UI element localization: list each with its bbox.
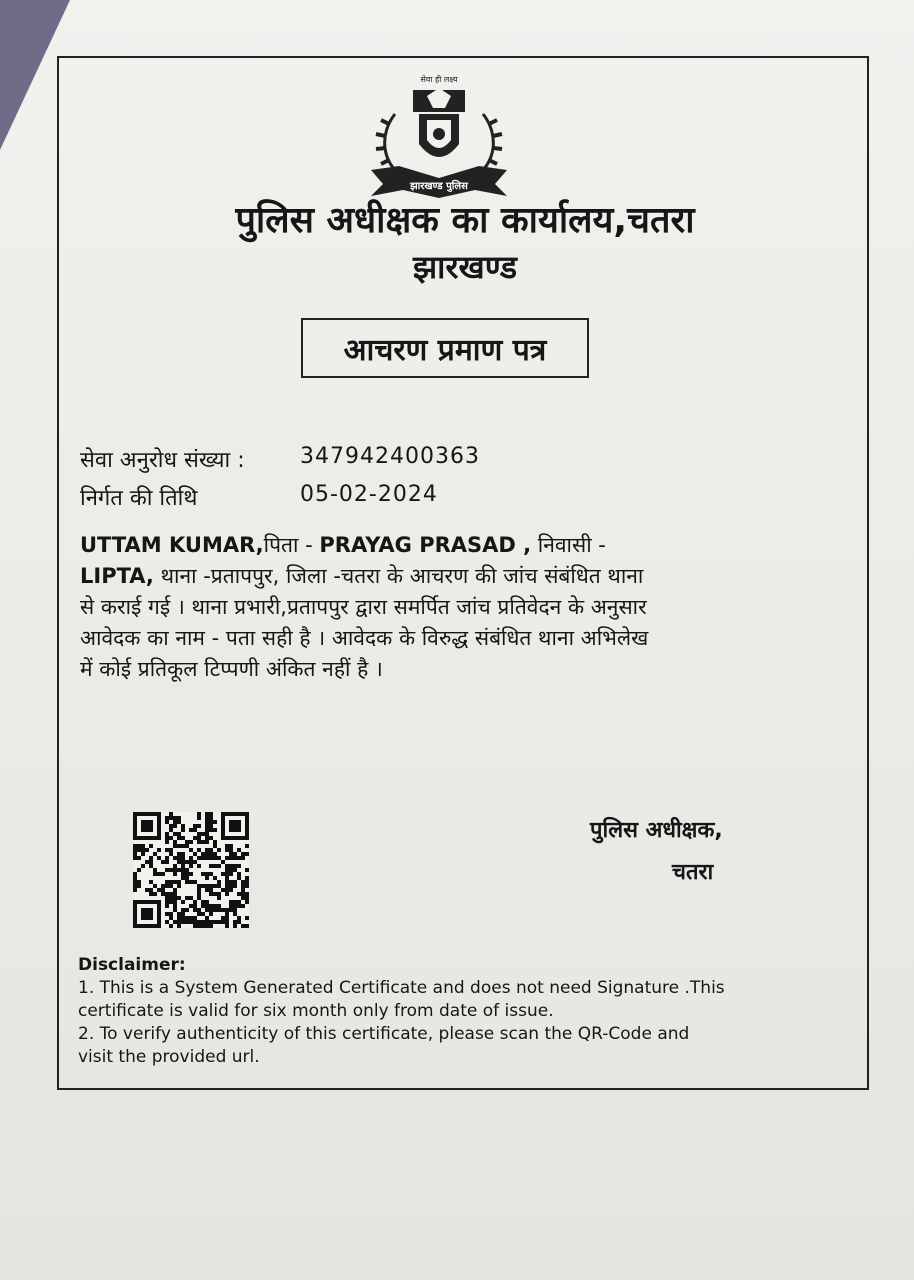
emblem-ribbon-text: झारखण्ड पुलिस (410, 181, 468, 192)
resident-label: निवासी - (531, 533, 606, 557)
body-line-2 (80, 561, 860, 592)
body-line-2-text: थाना -प्रतापपुर, जिला -चतरा के आचरण की जांच संबंधित थाना (153, 564, 644, 588)
body-line-4: आवेदक का नाम - पता सही है । आवेदक के विरुद्ध संबंधित थाना अभिलेख (80, 626, 649, 650)
disclaimer-line-4: visit the provided url. (78, 1047, 260, 1067)
signatory-place: चतरा (672, 860, 714, 885)
village-name: LIPTA, (80, 564, 154, 588)
state-name: झारखण्ड (412, 248, 518, 286)
certificate-title: आचरण प्रमाण पत्र (301, 318, 589, 378)
service-request-number: 347942400363 (300, 444, 480, 469)
body-line-5: में कोई प्रतिकूल टिप्पणी अंकित नहीं है । (80, 657, 383, 681)
disclaimer-line-1: 1. This is a System Generated Certificate and does not need Signature .This (78, 978, 725, 998)
qr-code-graphic (132, 812, 250, 928)
father-name: PRAYAG PRASAD , (319, 533, 532, 557)
issue-date-value: 05-02-2024 (300, 482, 438, 507)
signatory-title: पुलिस अधीक्षक, (590, 818, 723, 843)
service-request-label: सेवा अनुरोध संख्या : (80, 448, 245, 473)
body-line-3: से कराई गई । थाना प्रभारी,प्रतापपुर द्वारा समर्पित जांच प्रतिवेदन के अनुसार (80, 595, 647, 619)
issue-date-label: निर्गत की तिथि (80, 486, 198, 511)
jharkhand-police-emblem (365, 74, 513, 204)
disclaimer-heading: Disclaimer: (78, 955, 186, 975)
disclaimer-line-3: 2. To verify authenticity of this certificate, please scan the QR-Code and (78, 1024, 690, 1044)
verification-qr-code[interactable] (132, 812, 250, 928)
emblem-motto: सेवा ही लक्ष्य (420, 75, 458, 84)
disclaimer-section (78, 954, 848, 1069)
office-title: पुलिस अधीक्षक का कार्यालय,चतरा (235, 200, 695, 241)
applicant-name: UTTAM KUMAR, (80, 533, 264, 557)
certificate-body (80, 530, 860, 685)
father-label: पिता - (263, 533, 320, 557)
body-line-1 (80, 530, 860, 561)
disclaimer-line-2: certificate is valid for six month only from date of issue. (78, 1001, 554, 1021)
